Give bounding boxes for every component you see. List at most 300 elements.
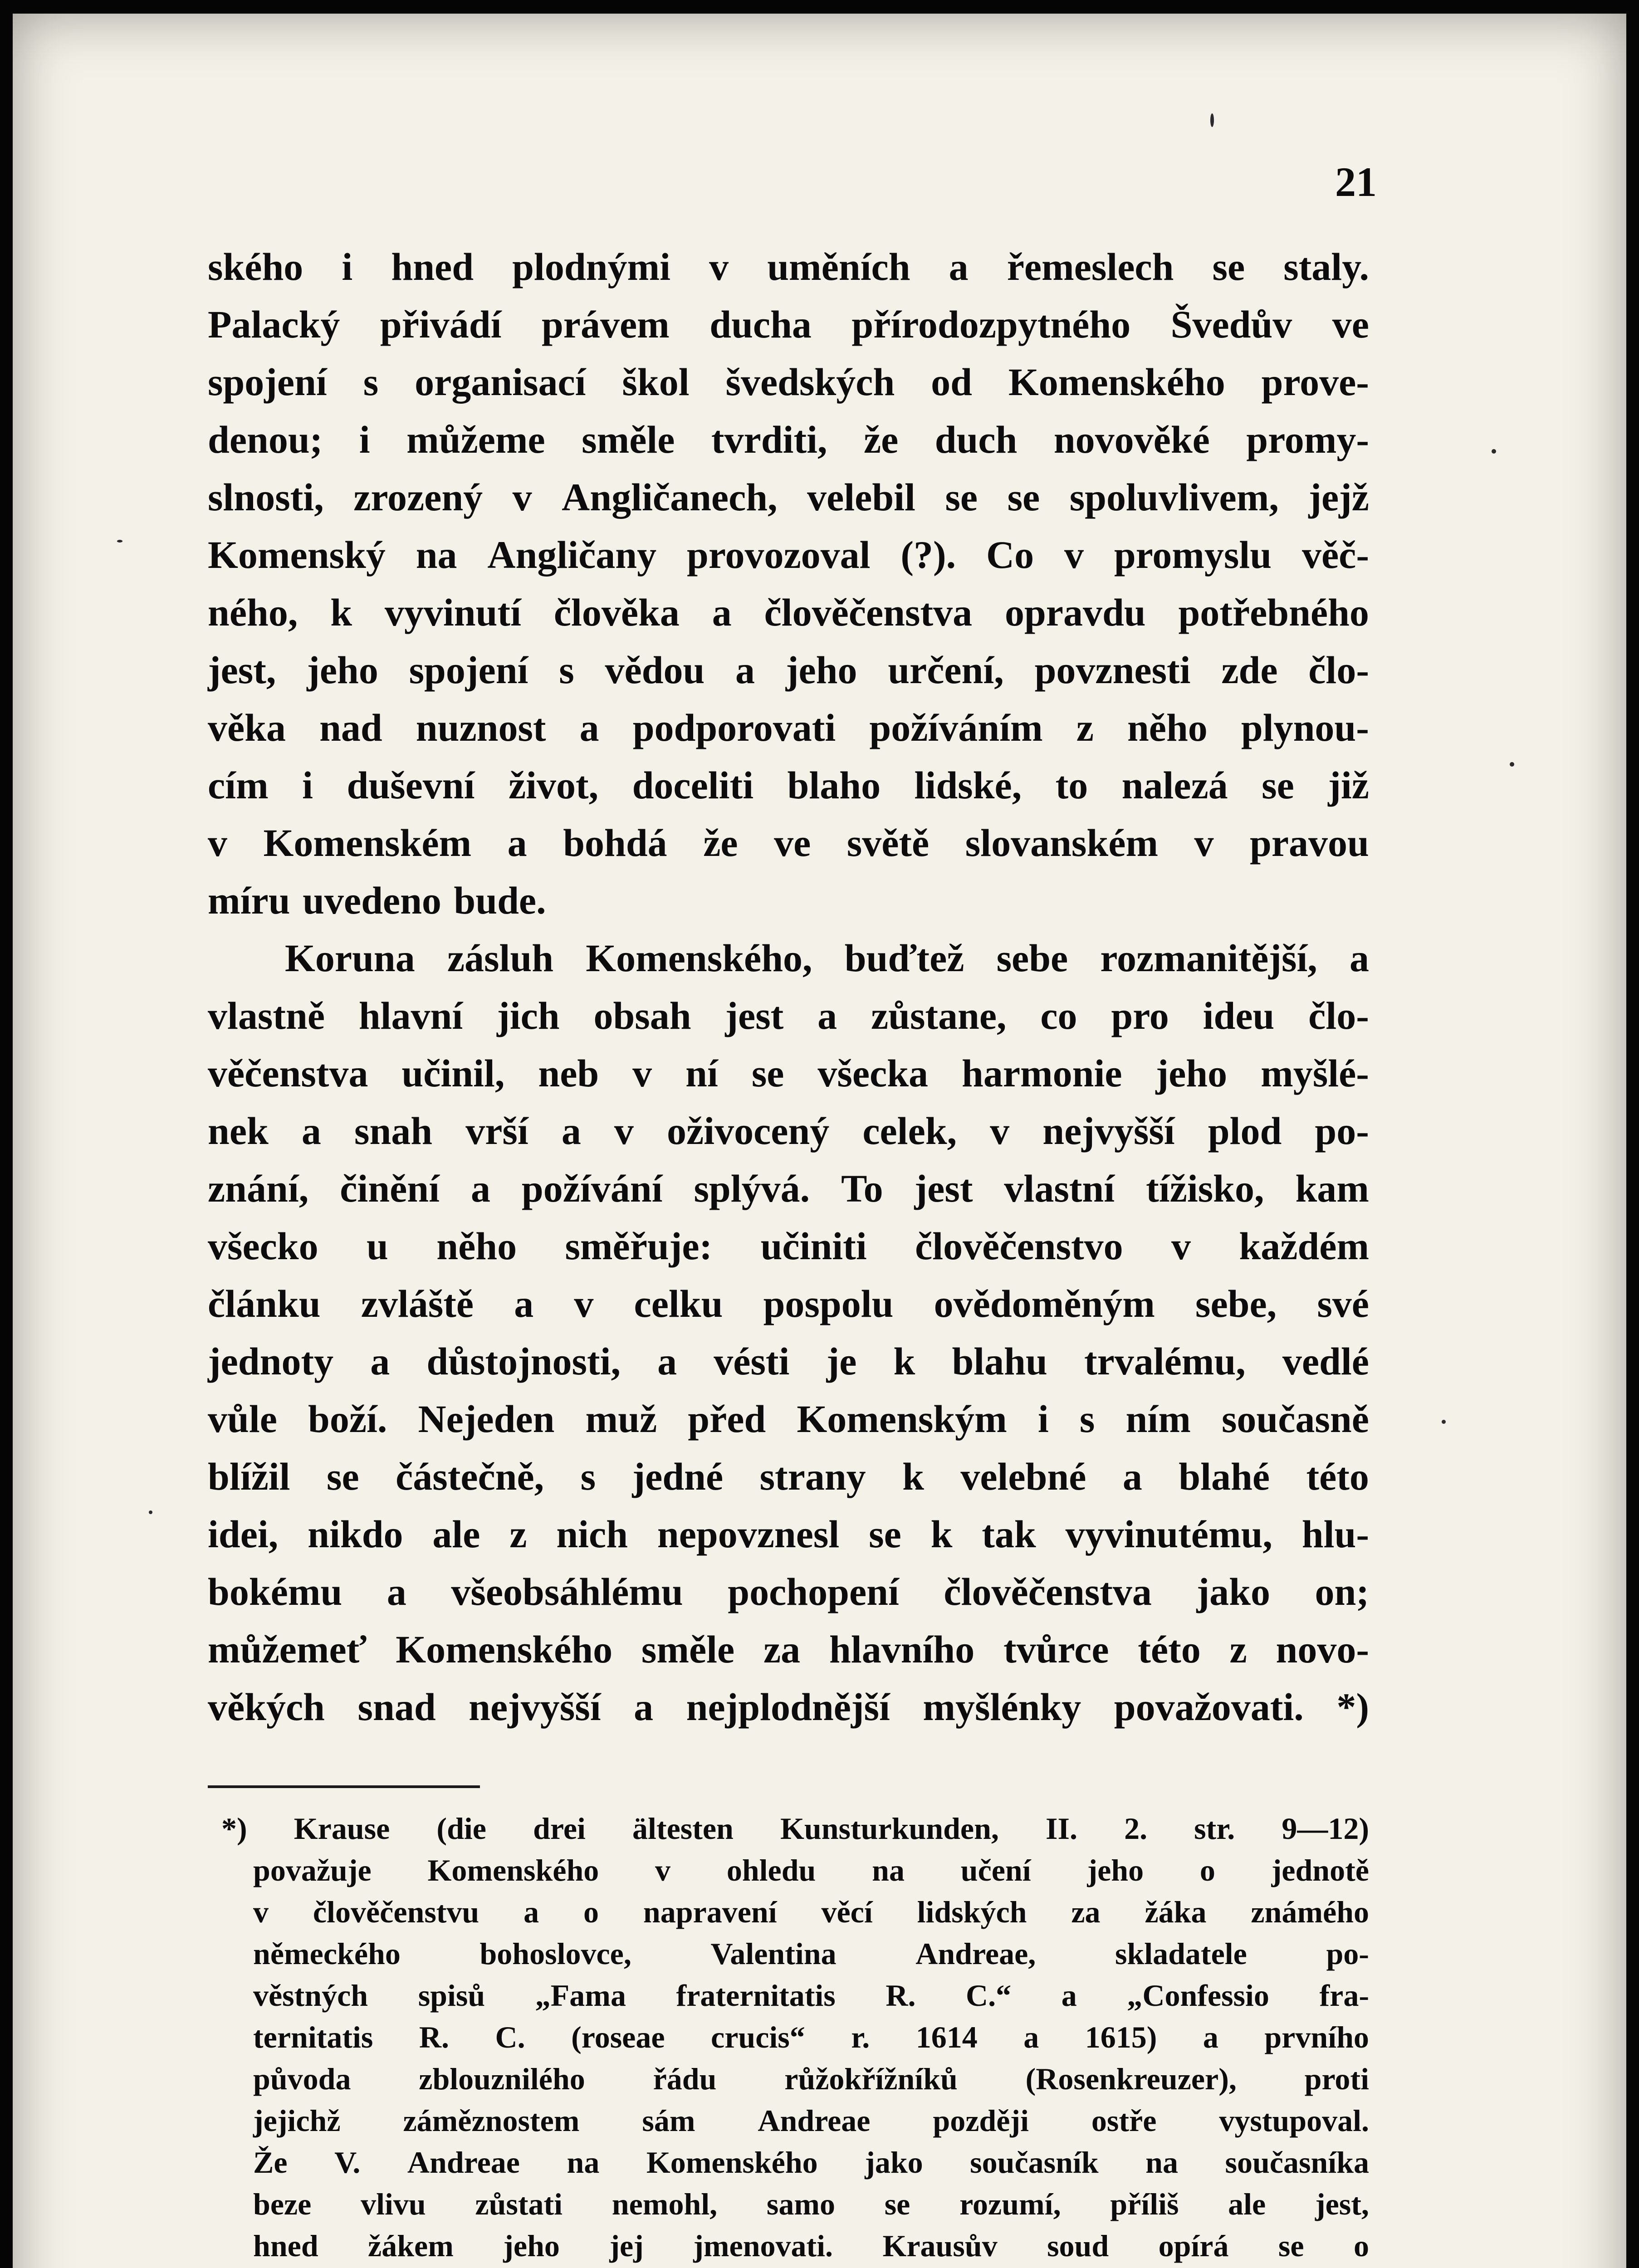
word: věkých [208,1685,325,1729]
word: jejž [1308,475,1369,519]
word: vystupoval. [1219,2103,1369,2138]
word: míru [208,879,290,922]
word: splývá. [694,1167,810,1210]
word: jednotě [1271,1853,1369,1887]
word: v [1171,1224,1191,1268]
word: v [208,821,227,865]
word: „Confessio [1127,1978,1269,2013]
word: k [930,1512,953,1556]
word: Krause [294,1811,390,1846]
word: částečně, [396,1455,544,1498]
word: Andreae, [915,1936,1036,1971]
word: na [567,2145,600,2180]
text-line [208,1505,1369,1563]
text-line [208,353,1369,411]
word: Že [253,2145,288,2180]
word: německého [253,1936,401,1971]
word: nich [556,1512,628,1556]
word: vésti [714,1339,790,1383]
word: *) [1336,1685,1369,1729]
word: lidské, [914,763,1022,807]
word: jeho [503,2229,560,2263]
word: nek [208,1109,269,1153]
word: r. [851,2020,870,2054]
text-line [208,1217,1369,1275]
text-line [208,814,1369,872]
word: kam [1295,1167,1369,1210]
word: tak [982,1512,1036,1556]
word: se [1007,475,1040,519]
word: směle [582,418,675,461]
word: zvláště [361,1282,474,1325]
word: snad [357,1685,436,1729]
word: C. [495,2020,525,2054]
word: bohoslovce, [479,1936,631,1971]
word: opravdu [1004,591,1146,634]
word: drei [533,1811,586,1846]
word: věčenstva [208,1051,368,1095]
word: a [514,1282,534,1325]
word: spisů [418,1978,485,2013]
word: jest [914,1167,973,1210]
word: nejvyšší [1042,1109,1175,1153]
word: v [574,1282,594,1325]
word: o [1199,1853,1215,1887]
word: (?). [900,533,956,577]
footnote-block [221,1808,1369,2268]
word: plod [1208,1109,1282,1153]
word: tvůrce [1003,1628,1109,1671]
word: tvrditi, [711,418,827,461]
word: (Rosenkreuzer), [1025,2062,1237,2096]
scan-speck [117,540,122,543]
word: soud [1047,2229,1109,2263]
word: se [1262,763,1294,807]
word: R. [886,1978,916,2013]
word: člo- [1308,648,1369,692]
word: něho [1127,706,1208,749]
word: učiniti [760,1224,867,1268]
word: crucis“ [711,2020,805,2054]
word: a [817,994,837,1037]
word: Komenského [646,2145,818,2180]
word: ní [685,1051,718,1095]
word: s [580,1455,596,1498]
main-text-block [208,238,1369,1736]
text-line [208,1333,1369,1390]
word: Komenského [396,1628,613,1671]
word: sebe [996,936,1068,980]
word: člověčenstvu [313,1895,479,1929]
text-line [208,757,1369,814]
text-line [208,1678,1369,1736]
word: 1614 [915,2020,978,2054]
word: vyvinutí [384,591,521,634]
word: v [1194,821,1214,865]
word: v [709,245,729,288]
word: a [1061,1978,1077,2013]
word: obsah [593,994,691,1037]
word: věcí [821,1895,873,1929]
word: směřuje: [565,1224,713,1268]
word: věč- [1301,533,1369,577]
text-line [208,1390,1369,1448]
word: hlu- [1301,1512,1369,1556]
word: slovanském [965,821,1159,865]
word: Andreae [407,2145,520,2180]
word: zblouznilého [419,2062,585,2096]
word: záměznostem [403,2103,580,2138]
word: jeho [1087,1853,1144,1887]
word: učinil, [401,1051,505,1095]
word: provozoval [687,533,871,577]
word: sebe, [1195,1282,1277,1325]
word: se [869,1512,901,1556]
text-line [208,411,1369,469]
word: neb [538,1051,599,1095]
word: C.“ [966,1978,1012,2013]
word: vrší [465,1109,528,1153]
word: slnosti, [208,475,324,519]
word: myšlé- [1261,1051,1369,1095]
word: plynou- [1241,706,1369,749]
word: co [1040,994,1077,1037]
text-line [208,238,1369,296]
word: sám [642,2103,695,2138]
word: od [931,360,973,404]
word: Komenského, [586,936,812,980]
word: v [655,1853,671,1887]
word: V. [334,2145,361,2180]
word: *) [221,1811,247,1846]
word: žákem [368,2229,454,2263]
word: Komenský [208,533,386,577]
scanned-page [13,14,1626,2268]
word: II. [1046,1811,1077,1846]
word: Angličanech, [562,475,778,519]
word: hlavní [358,994,463,1037]
word: spojení [208,360,327,404]
word: učení [960,1853,1031,1887]
word: muž [585,1397,657,1441]
text-line [208,1621,1369,1678]
word: hlavního [829,1628,975,1671]
word: ného, [208,591,298,634]
footnote-line [253,2100,1369,2141]
word: novověké [1053,418,1210,461]
word: 9—12) [1282,1811,1369,1846]
word: v [253,1895,269,1929]
word: zrozený [353,475,483,519]
footnote-line [253,1975,1369,2016]
word: se [884,2187,910,2221]
word: pro [1111,994,1169,1037]
word: Valentina [710,1936,837,1971]
word: jej [609,2229,644,2263]
word: jeho [785,648,857,692]
word: (roseae [571,2020,665,2054]
word: celek, [862,1109,957,1153]
word: s [559,648,574,692]
text-line [208,699,1369,757]
word: žáka [1145,1895,1207,1929]
word: jednoty [208,1339,334,1383]
word: určení, [888,648,1004,692]
word: zásluh [447,936,554,980]
word: člověčenstva [764,591,973,634]
word: ohledu [726,1853,816,1887]
word: nejplodnější [686,1685,890,1729]
word: k [902,1455,924,1498]
word: on; [1315,1570,1369,1613]
word: řádu [653,2062,717,2096]
word: Komenským [797,1397,1007,1441]
word: hned [391,245,474,288]
word: hned [253,2229,318,2263]
word: a [1023,2020,1039,2054]
word: proti [1304,2062,1369,2096]
word: všecko [208,1224,318,1268]
word: všeobsáhlému [451,1570,683,1613]
word: a [470,1167,490,1210]
word: Krausův [882,2229,998,2263]
word: jako [1196,1570,1270,1613]
word: jako [865,2145,923,2180]
word: pravou [1250,821,1369,865]
word: za [763,1628,801,1671]
page-number: 21 [1335,159,1377,205]
word: uvedeno [303,879,441,922]
word: nikdo [308,1512,403,1556]
word: ve [1332,303,1369,346]
word: jeho [307,648,378,692]
word: 2. [1124,1811,1148,1846]
word: strany [759,1455,866,1498]
scan-speck [1492,449,1496,454]
word: oživocený [667,1109,830,1153]
word: staly. [1283,245,1369,288]
word: lidských [917,1895,1027,1929]
word: ovědoměným [934,1282,1155,1325]
word: příliš [1110,2187,1179,2221]
word: jest [725,994,784,1037]
word: nepovznesl [657,1512,840,1556]
word: vlivu [361,2187,426,2221]
word: zde [1221,648,1278,692]
text-line [208,872,1369,929]
word: opírá [1158,2229,1229,2263]
word: a [1122,1455,1142,1498]
word: po- [1315,1109,1369,1153]
word: a [387,1570,406,1613]
word: a [507,821,527,865]
word: Komenského [427,1853,599,1887]
word: je [826,1339,857,1383]
text-line [208,1045,1369,1102]
scan-speck [1510,762,1514,767]
word: a [524,1895,539,1929]
word: bohdá [563,821,667,865]
word: jest, [208,648,276,692]
word: v [632,1051,652,1095]
text-line [208,929,1369,987]
word: se [327,1455,359,1498]
word: a [735,648,755,692]
word: člo- [1308,994,1369,1037]
word: vedlé [1282,1339,1369,1383]
text-line [208,1160,1369,1217]
footnote-line [221,1808,1369,1849]
word: fra- [1319,1978,1369,2013]
word: známého [1251,1895,1369,1929]
word: doceliti [632,763,754,807]
word: i [359,418,370,461]
word: nad [319,706,382,749]
word: v [614,1109,634,1153]
word: že [863,418,899,461]
word: a [949,245,969,288]
word: zůstane, [871,994,1007,1037]
word: Andreae [758,2103,871,2138]
word: Co [986,533,1034,577]
word: bokému [208,1570,342,1613]
word: velebil [807,475,915,519]
word: i [302,763,313,807]
word: že [703,821,738,865]
word: článku [208,1282,321,1325]
word: věka [208,706,286,749]
word: považovati. [1114,1685,1304,1729]
word: v [1064,533,1084,577]
text-line [208,469,1369,526]
word: nuznost [416,706,546,749]
word: škol [622,360,690,404]
footnote-line [253,1849,1369,1891]
word: To [841,1167,883,1210]
word: Švedův [1170,303,1292,346]
word: celku [634,1282,723,1325]
word: 1615) [1085,2020,1157,2054]
word: Kunsturkunden, [780,1811,999,1846]
word: bude. [454,879,546,922]
word: k [893,1339,915,1383]
text-line [208,584,1369,641]
word: boží. [308,1397,387,1441]
word: prvního [1264,2020,1369,2054]
word: ostře [1091,2103,1157,2138]
word: novo- [1276,1628,1369,1671]
word: Komenského [1008,360,1225,404]
word: za [1071,1895,1101,1929]
text-line [208,1275,1369,1333]
word: své [1317,1282,1369,1325]
word: požívání [521,1167,663,1210]
word: světě [846,821,930,865]
word: se [945,475,978,519]
word: požíváním [869,706,1043,749]
word: právem [541,303,670,346]
word: povznesti [1034,648,1191,692]
word: ducha [709,303,812,346]
word: a [1203,2020,1218,2054]
word: a [561,1109,581,1153]
footnote-line [253,2225,1369,2267]
word: Angličany [487,533,657,577]
word: řemeslech [1007,245,1174,288]
word: se [1212,245,1245,288]
word: vyvinutému, [1065,1512,1272,1556]
word: a [657,1339,677,1383]
word: blahu [952,1339,1047,1383]
word: promyslu [1114,533,1272,577]
word: považuje [253,1853,372,1887]
word: původa [253,2062,351,2096]
word: vlastně [208,994,325,1037]
word: Komenském [263,821,472,865]
word: beze [253,2187,312,2221]
word: skladatele [1115,1936,1247,1971]
word: napravení [643,1895,777,1929]
word: švedských [725,360,895,404]
word: nemohl, [612,2187,718,2221]
word: současník [970,2145,1099,2180]
word: u [367,1224,388,1268]
word: samo [766,2187,835,2221]
word: jest, [1315,2187,1369,2221]
text-line [208,1563,1369,1621]
word: duševní [347,763,475,807]
word: se [1278,2229,1304,2263]
word: ve [774,821,811,865]
word: snah [354,1109,433,1153]
word: a [1349,936,1369,980]
text-line [208,296,1369,353]
word: člověka [553,591,680,634]
footnote-line [253,2016,1369,2058]
word: velebné [960,1455,1086,1498]
word: později [933,2103,1029,2138]
word: blahé [1179,1455,1270,1498]
text-line [208,526,1369,584]
word: buďtež [844,936,964,980]
word: potřebného [1178,591,1369,634]
word: přivádí [380,303,502,346]
word: této [1138,1628,1201,1671]
word: blížil [208,1455,290,1498]
text-line [208,1448,1369,1505]
word: po- [1326,1936,1369,1971]
word: rozmanitější, [1100,936,1317,980]
word: na [416,533,457,577]
word: i [1037,1397,1049,1441]
word: z [1076,706,1094,749]
word: můžeme [406,418,545,461]
scan-speck [1210,113,1214,127]
text-line [208,1102,1369,1160]
word: současně [1221,1397,1369,1441]
word: ale [1228,2187,1266,2221]
footnote-line [253,2141,1369,2183]
word: zůstati [475,2187,563,2221]
word: pospolu [763,1282,894,1325]
word: ale [432,1512,480,1556]
word: ideu [1203,994,1275,1037]
word: ského [208,245,303,288]
scan-speck [1442,1420,1446,1424]
word: život, [508,763,599,807]
word: před [688,1397,766,1441]
word: „Fama [535,1978,626,2013]
